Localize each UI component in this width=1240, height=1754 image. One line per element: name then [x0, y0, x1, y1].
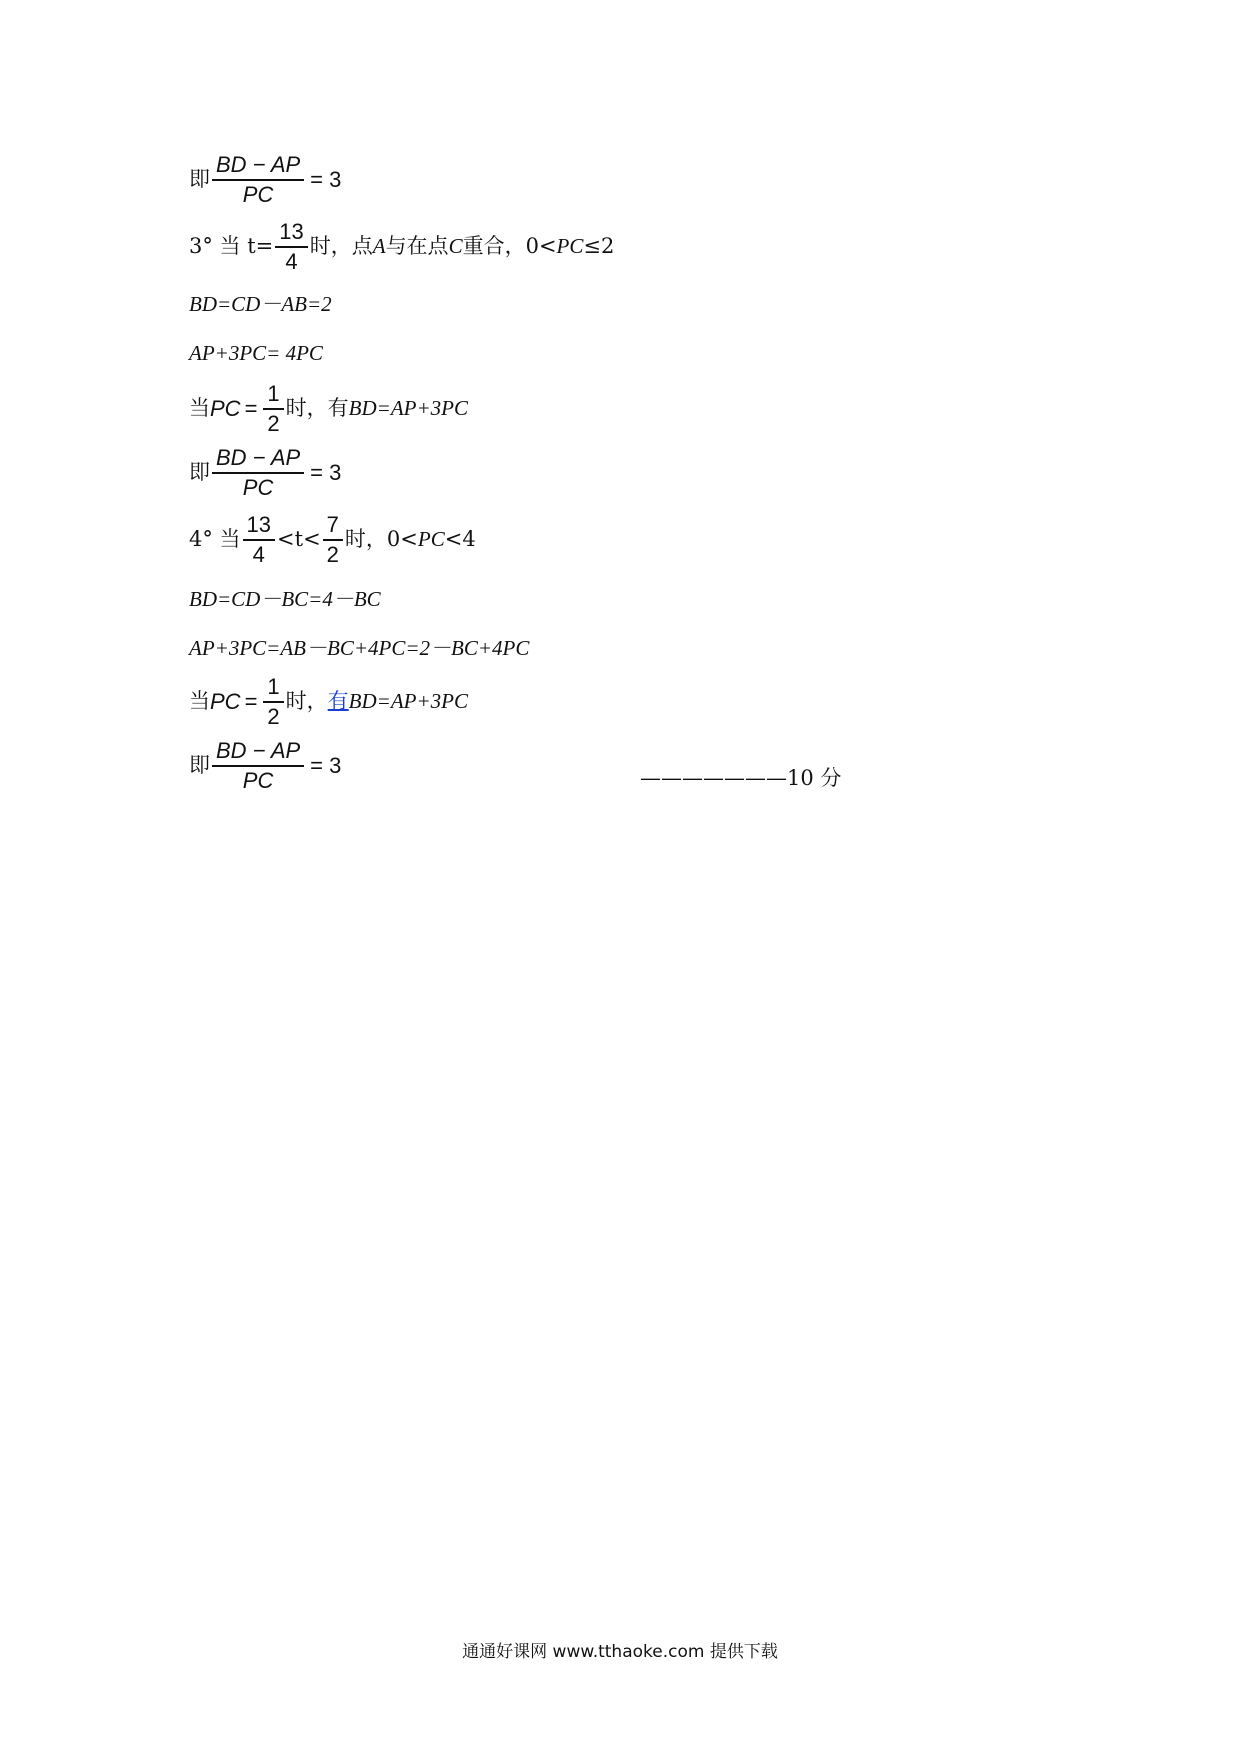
text: 时，	[285, 689, 328, 714]
link-you[interactable]: 有	[327, 689, 349, 714]
denominator: PC	[242, 181, 274, 207]
var-a: A	[372, 234, 386, 259]
text: 时，0<	[344, 527, 418, 552]
fraction	[243, 514, 275, 566]
var-pc: PC	[210, 395, 241, 421]
prefix-ji: 即	[189, 460, 210, 485]
case-4-line	[189, 514, 476, 566]
fraction	[212, 447, 304, 499]
numerator: 1	[267, 674, 280, 699]
rhs: = 3	[310, 752, 342, 778]
expression: BD=AP+3PC	[348, 689, 468, 714]
equation-line-1	[189, 154, 345, 206]
prefix-ji: 即	[189, 167, 210, 192]
rhs: = 3	[310, 166, 342, 192]
case-4-prefix: 4° 当	[189, 527, 241, 552]
text: 与在点	[385, 234, 449, 259]
text: ≤2	[583, 234, 615, 259]
numerator: BD − AP	[216, 445, 301, 470]
equals: =	[244, 395, 258, 421]
equation-line-4: AP+3PC= 4PC	[189, 341, 323, 365]
footer-credit: 通通好课网 www.tthaoke.com 提供下载	[462, 1642, 778, 1662]
text: 当	[189, 689, 210, 714]
numerator: BD − AP	[216, 738, 301, 763]
text: 时，点	[309, 234, 373, 259]
denominator: 4	[285, 248, 298, 274]
denominator: 2	[267, 703, 280, 729]
text: <t<	[277, 527, 321, 552]
denominator: PC	[242, 474, 274, 500]
fraction	[212, 154, 304, 206]
equation-line-9: AP+3PC=AB－BC+4PC=2－BC+4PC	[189, 636, 530, 660]
fraction	[323, 514, 343, 566]
rhs: = 3	[310, 459, 342, 485]
text: 时，有	[285, 396, 349, 421]
prefix-ji: 即	[189, 753, 210, 778]
var-pc: PC	[556, 234, 584, 259]
text: <4	[444, 527, 476, 552]
numerator: 13	[246, 512, 272, 537]
equation-line-11	[189, 740, 345, 792]
case-3-prefix: 3° 当 t=	[189, 234, 274, 259]
expression: BD=AP+3PC	[348, 396, 468, 421]
equation-line-8: BD=CD－BC=4－BC	[189, 587, 381, 611]
equation-line-5	[189, 383, 468, 435]
fraction	[212, 740, 304, 792]
denominator: 4	[252, 541, 265, 567]
fraction	[263, 383, 283, 435]
text: 重合，0<	[462, 234, 557, 259]
numerator: 7	[326, 512, 339, 537]
equals: =	[244, 688, 258, 714]
case-3-line	[189, 221, 614, 273]
equation-line-6	[189, 447, 345, 499]
equation-line-3: BD=CD－AB=2	[189, 292, 332, 316]
denominator: 2	[267, 410, 280, 436]
fraction	[275, 221, 307, 273]
denominator: PC	[242, 767, 274, 793]
equation-line-10	[189, 676, 468, 728]
var-pc: PC	[210, 688, 241, 714]
denominator: 2	[326, 541, 339, 567]
text: 当	[189, 396, 210, 421]
numerator: 1	[267, 381, 280, 406]
fraction	[263, 676, 283, 728]
score-marker: ———————10 分	[640, 766, 842, 790]
var-c: C	[448, 234, 463, 259]
var-pc: PC	[417, 527, 445, 552]
numerator: 13	[279, 219, 304, 244]
numerator: BD − AP	[216, 152, 301, 177]
